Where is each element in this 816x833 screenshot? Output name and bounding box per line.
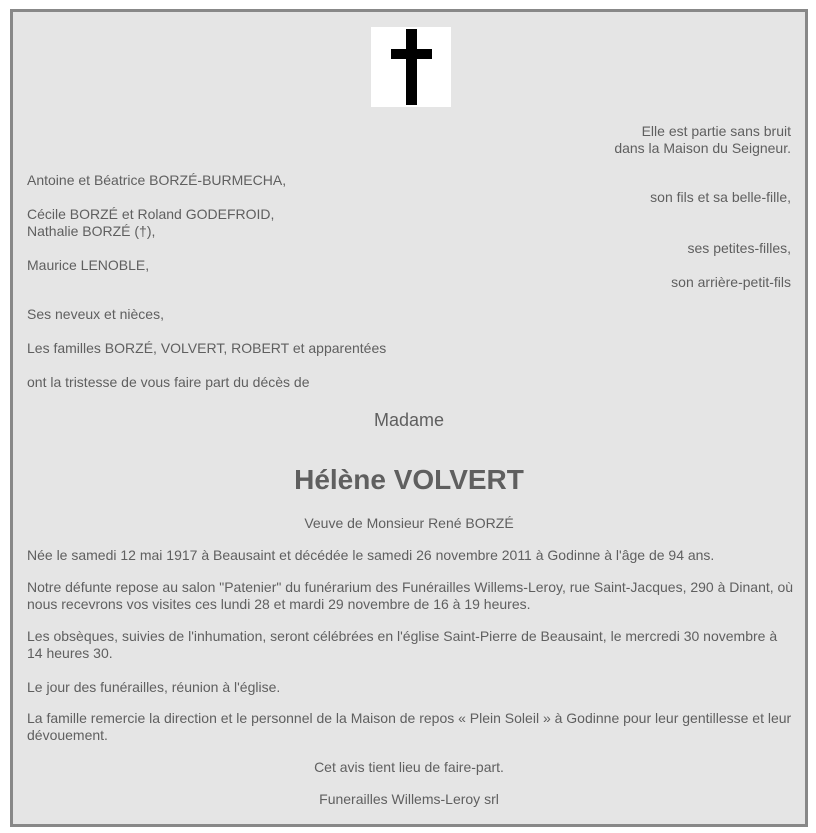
thanks-paragraph: La famille remercie la direction et le personnel de la Maison de repos « Plein Soleil » à Godinne pour leur gentillesse et leur dévouement.	[27, 710, 792, 743]
birth-death-paragraph: Née le samedi 12 mai 1917 à Beausaint et décédée le samedi 26 novembre 2011 à Godinne à l'âge de 94 ans.	[27, 547, 715, 563]
visitation-paragraph: Notre défunte repose au salon "Patenier" du funérarium des Funérailles Willems-Leroy, rue Saint-Jacques, 290 à Dinant, où nous recevrons vos visites ces lundi 28 et mardi 29 novembre de 16 à 19 heures.	[27, 579, 794, 612]
great-grandson-relation: son arrière-petit-fils	[671, 274, 791, 290]
nephews-line: Ses neveux et nièces,	[27, 306, 164, 322]
epigraph-line-1: Elle est partie sans bruit	[641, 123, 791, 139]
notice-line: Cet avis tient lieu de faire-part.	[314, 759, 504, 775]
granddaughter-2: Nathalie BORZÉ (†),	[27, 223, 156, 239]
funeral-home-name: Funerailles Willems-Leroy srl	[319, 791, 499, 807]
gathering-paragraph: Le jour des funérailles, réunion à l'église.	[27, 679, 281, 695]
granddaughter-1: Cécile BORZÉ et Roland GODEFROID,	[27, 206, 275, 222]
widow-of-line: Veuve de Monsieur René BORZÉ	[304, 515, 514, 531]
deceased-name: Hélène VOLVERT	[294, 464, 524, 495]
funeral-paragraph: Les obsèques, suivies de l'inhumation, seront célébrées en l'église Saint-Pierre de Beausaint, le mercredi 30 novembre à 14 heures 30.	[27, 628, 778, 661]
obituary-card	[10, 9, 808, 827]
cross-horizontal-bar	[391, 49, 432, 59]
epigraph-line-2: dans la Maison du Seigneur.	[614, 140, 791, 156]
cross-icon	[371, 27, 451, 107]
announcement-line: ont la tristesse de vous faire part du décès de	[27, 374, 310, 390]
granddaughters-relation: ses petites-filles,	[687, 240, 791, 256]
families-line: Les familles BORZÉ, VOLVERT, ROBERT et apparentées	[27, 340, 387, 356]
son-names: Antoine et Béatrice BORZÉ-BURMECHA,	[27, 172, 287, 188]
great-grandson-name: Maurice LENOBLE,	[27, 257, 150, 273]
deceased-title: Madame	[373, 410, 445, 430]
son-relation: son fils et sa belle-fille,	[650, 189, 791, 205]
cross-vertical-bar	[406, 29, 417, 105]
